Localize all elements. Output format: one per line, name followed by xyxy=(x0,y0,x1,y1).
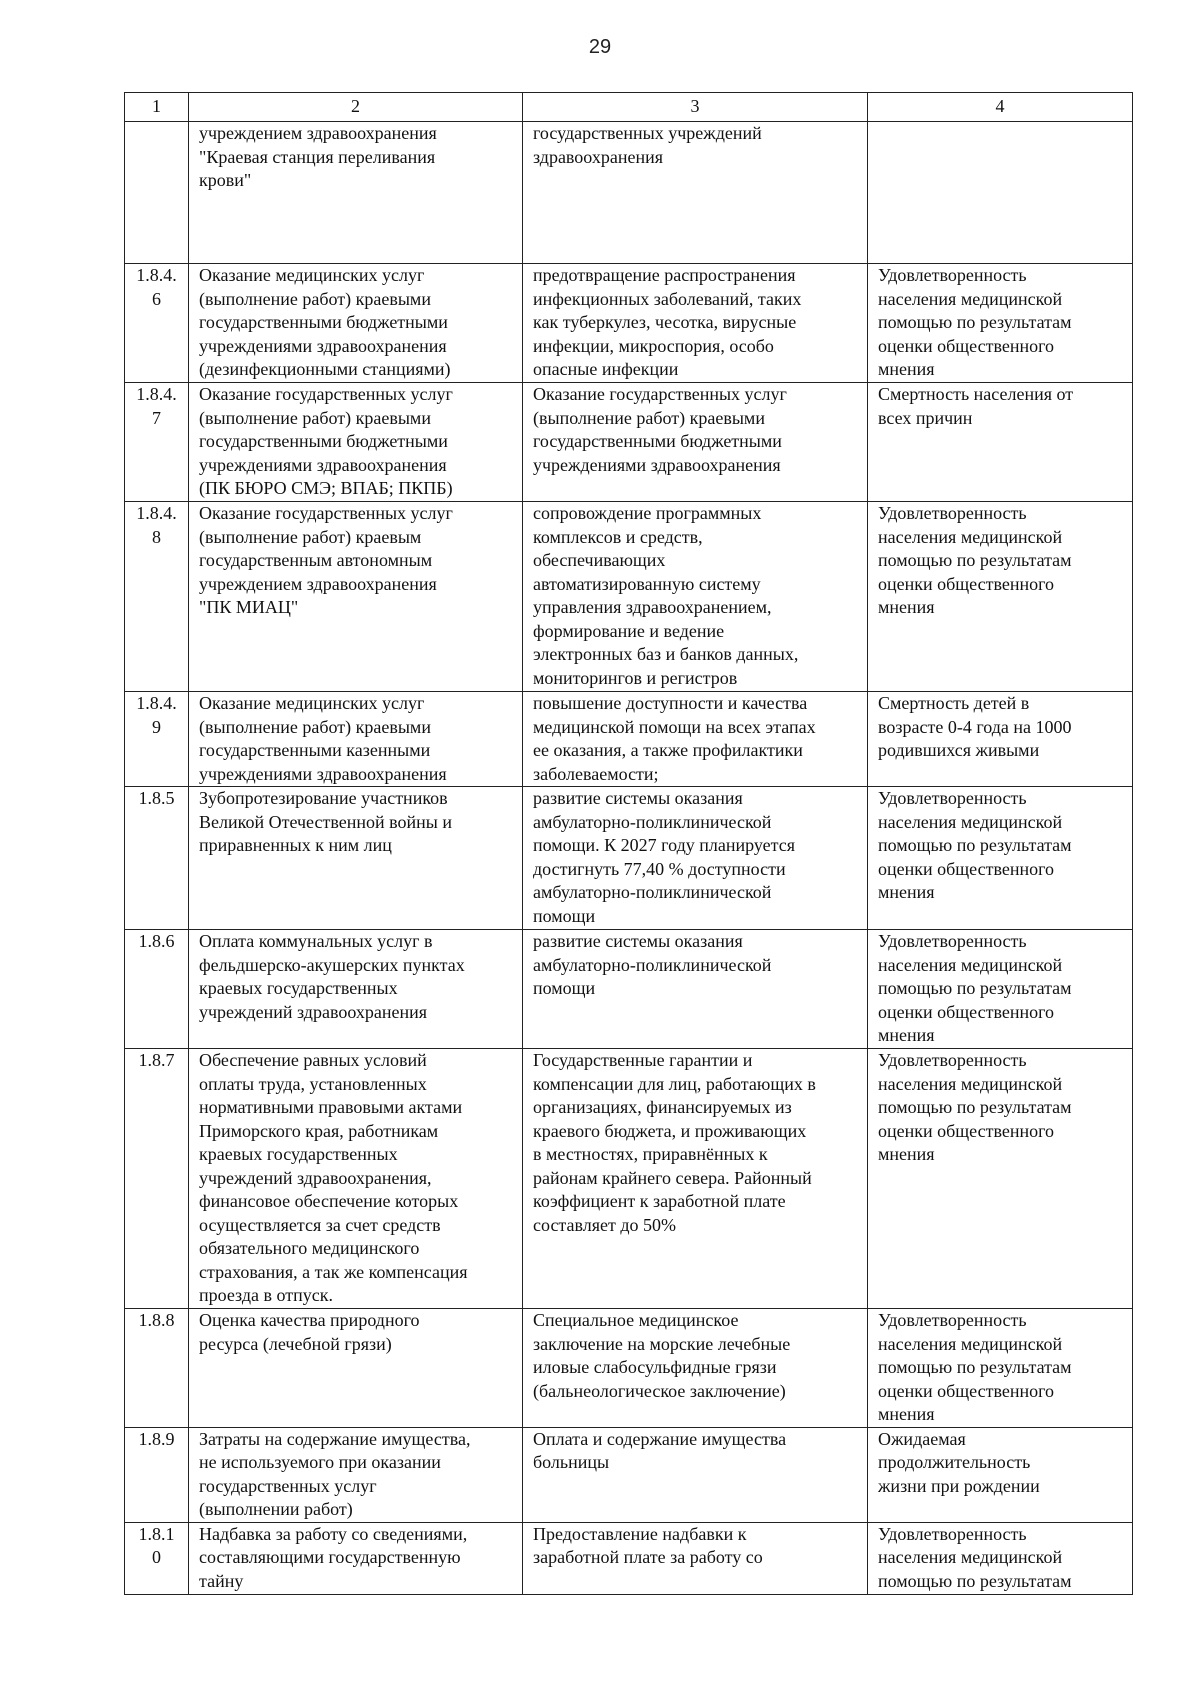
row-number: 1.8.9 xyxy=(125,1427,189,1522)
table-header-row xyxy=(125,93,1133,122)
measure-description: развитие системы оказания амбулаторно-поликлинической помощи xyxy=(523,930,868,1049)
target-indicator: Удовлетворенность населения медицинской помощью по результатам оценки общественного мнения xyxy=(868,787,1133,930)
row-number: 1.8.8 xyxy=(125,1309,189,1428)
measure-description: предотвращение распространения инфекционных заболеваний, таких как туберкулез, чесотка, вирусные инфекции, микроспория, особо опасные инфекции xyxy=(523,264,868,383)
measure-name: Оказание медицинских услуг (выполнение работ) краевыми государственными казенными учреждениями здравоохранения xyxy=(189,692,523,787)
row-number: 1.8.6 xyxy=(125,930,189,1049)
row-number: 1.8.1 0 xyxy=(125,1522,189,1594)
target-indicator: Смертность детей в возрасте 0-4 года на 1000 родившихся живыми xyxy=(868,692,1133,787)
program-table xyxy=(124,92,1133,1595)
target-indicator: Удовлетворенность населения медицинской помощью по результатам оценки общественного мнения xyxy=(868,930,1133,1049)
table-row xyxy=(125,122,1133,264)
table-row xyxy=(125,1522,1133,1594)
target-indicator: Удовлетворенность населения медицинской помощью по результатам оценки общественного мнения xyxy=(868,1049,1133,1309)
row-number: 1.8.4. 9 xyxy=(125,692,189,787)
column-indicator-header: 4 xyxy=(868,93,1133,122)
row-number: 1.8.7 xyxy=(125,1049,189,1309)
target-indicator: Удовлетворенность населения медицинской помощью по результатам оценки общественного мнения xyxy=(868,1309,1133,1428)
measure-name: Надбавка за работу со сведениями, составляющими государственную тайну xyxy=(189,1522,523,1594)
target-indicator: Удовлетворенность населения медицинской помощью по результатам xyxy=(868,1522,1133,1594)
measure-description: повышение доступности и качества медицинской помощи на всех этапах ее оказания, а также профилактики заболеваемости; xyxy=(523,692,868,787)
measure-name: Оплата коммунальных услуг в фельдшерско-акушерских пунктах краевых государственных учреждений здравоохранения xyxy=(189,930,523,1049)
measure-name: Оказание государственных услуг (выполнение работ) краевыми государственными бюджетными учреждениями здравоохранения (ПК БЮРО СМЭ; ВПАБ; ПКПБ) xyxy=(189,383,523,502)
target-indicator: Смертность населения от всех причин xyxy=(868,383,1133,502)
measure-name: Оказание государственных услуг (выполнение работ) краевым государственным автономным учреждением здравоохранения "ПК МИАЦ" xyxy=(189,502,523,692)
measure-name: Зубопротезирование участников Великой Отечественной войны и приравненных к ним лиц xyxy=(189,787,523,930)
page-number: 29 xyxy=(588,36,612,58)
table-row xyxy=(125,930,1133,1049)
row-number: 1.8.4. 6 xyxy=(125,264,189,383)
row-number: 1.8.4. 8 xyxy=(125,502,189,692)
table-row xyxy=(125,1427,1133,1522)
target-indicator: Ожидаемая продолжительность жизни при рождении xyxy=(868,1427,1133,1522)
measure-name: Оценка качества природного ресурса (лечебной грязи) xyxy=(189,1309,523,1428)
column-description-header: 3 xyxy=(523,93,868,122)
measure-description: Предоставление надбавки к заработной плате за работу со xyxy=(523,1522,868,1594)
measure-description: Специальное медицинское заключение на морские лечебные иловые слабосульфидные грязи (бальнеологическое заключение) xyxy=(523,1309,868,1428)
measure-name: Обеспечение равных условий оплаты труда, установленных нормативными правовыми актами Приморского края, работникам краевых государственных учреждений здравоохранения, финансовое обеспечение которых осуществляется за счет средств обязательного медицинского страхования, а так же компенсация проезда в отпуск. xyxy=(189,1049,523,1309)
measure-description: Государственные гарантии и компенсации для лиц, работающих в организациях, финансируемых из краевого бюджета, и проживающих в местностях, приравнённых к районам крайнего севера. Районный коэффициент к заработной плате составляет до 50% xyxy=(523,1049,868,1309)
table-row xyxy=(125,264,1133,383)
measure-name: Оказание медицинских услуг (выполнение работ) краевыми государственными бюджетными учреждениями здравоохранения (дезинфекционными станциями) xyxy=(189,264,523,383)
column-number-header: 1 xyxy=(125,93,189,122)
target-indicator xyxy=(868,122,1133,264)
target-indicator: Удовлетворенность населения медицинской помощью по результатам оценки общественного мнения xyxy=(868,502,1133,692)
target-indicator: Удовлетворенность населения медицинской помощью по результатам оценки общественного мнения xyxy=(868,264,1133,383)
measure-description: государственных учреждений здравоохранения xyxy=(523,122,868,264)
table-row xyxy=(125,787,1133,930)
table-row xyxy=(125,502,1133,692)
measure-description: Оплата и содержание имущества больницы xyxy=(523,1427,868,1522)
table-row xyxy=(125,1049,1133,1309)
measure-description: Оказание государственных услуг (выполнение работ) краевыми государственными бюджетными учреждениями здравоохранения xyxy=(523,383,868,502)
table-row xyxy=(125,1309,1133,1428)
table-row xyxy=(125,383,1133,502)
measure-description: развитие системы оказания амбулаторно-поликлинической помощи. К 2027 году планируется достигнуть 77,40 % доступности амбулаторно-поликлинической помощи xyxy=(523,787,868,930)
row-number: 1.8.4. 7 xyxy=(125,383,189,502)
row-number: 1.8.5 xyxy=(125,787,189,930)
measure-name: Затраты на содержание имущества, не используемого при оказании государственных услуг (выполнении работ) xyxy=(189,1427,523,1522)
row-number xyxy=(125,122,189,264)
measure-description: сопровождение программных комплексов и средств, обеспечивающих автоматизированную систему управления здравоохранением, формирование и ведение электронных баз и банков данных, мониторингов и регистров xyxy=(523,502,868,692)
column-name-header: 2 xyxy=(189,93,523,122)
table-row xyxy=(125,692,1133,787)
measure-name: учреждением здравоохранения "Краевая станция переливания крови" xyxy=(189,122,523,264)
